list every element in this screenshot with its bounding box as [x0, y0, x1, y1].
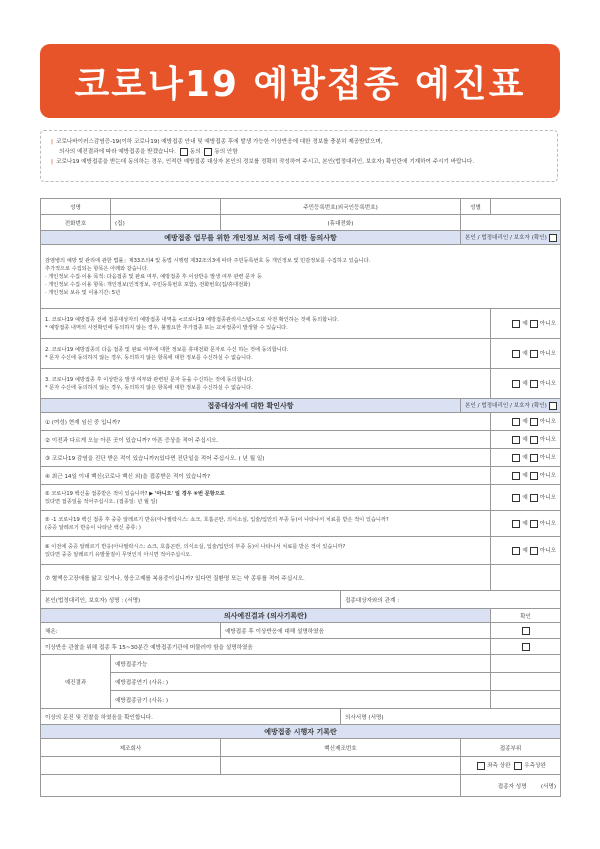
- name-field[interactable]: [111, 199, 221, 215]
- intro-line3: 코로나19 예방접종을 받는데 동의하는 경우, 인적란 예방접종 대상자 본인의 정보를 정확히 작성하여 주시고, 본인(법정대리인, 보호자) 확인란에 기재하여 주시기 바랍니다.: [56, 159, 475, 165]
- consent-q2-options[interactable]: 예 아니오: [491, 339, 561, 369]
- check-q6: ⑥ 이전에 중증 알레르기 반응(아나필락시스: 쇼크, 호흡곤란, 의식소실, 입술/입안의 부종 등)이 나타나서 치료를 받은 적이 있습니까? 있다면 중증 알레르기 유발물질이 무엇인지 아시면 적어주십시오.: [41, 537, 491, 565]
- site-label: 접종부위: [461, 739, 561, 757]
- site-options[interactable]: 좌측 상완 우측상완: [461, 757, 561, 775]
- sex-label: 성별: [461, 199, 491, 215]
- check-q6-options[interactable]: 예 아니오: [491, 537, 561, 565]
- check-q1-options[interactable]: 예 아니오: [491, 413, 561, 431]
- check-q1: ① (여성) 현재 임신 중 입니까?: [41, 413, 491, 431]
- page-title: 코로나19 예방접종 예진표: [74, 63, 526, 105]
- check-q3: ③ 코로나19 감염을 진단 받은 적이 있습니까?(있다면 진단일을 적어 주십시오. ( 년 월 일): [41, 449, 491, 467]
- section2-confirm: 본인 / 법정대리인 / 보호자 (확인): [461, 399, 561, 413]
- check-q4-options[interactable]: 예 아니오: [491, 467, 561, 485]
- consent-q1-options[interactable]: 예 아니오: [491, 309, 561, 339]
- vaccinator-sign[interactable]: 접종자 성명 (서명): [461, 775, 561, 797]
- lot-label: 백신제조번호: [221, 739, 461, 757]
- home-phone-field[interactable]: (집): [111, 215, 221, 231]
- doctor-statement: 이상의 문진 및 진찰을 하였음을 확인합니다.: [41, 709, 341, 725]
- name-label: 성명: [41, 199, 111, 215]
- check-q7-field[interactable]: [491, 565, 561, 591]
- check-q4: ④ 최근 14일 이내 백신(코로나 백신 외)을 접종받은 적이 있습니까?: [41, 467, 491, 485]
- maker-field[interactable]: [41, 757, 221, 775]
- disagree-checkbox[interactable]: [204, 148, 212, 156]
- consent-q3: 3. 코로나19 예방접종 후 이상반응 발생 여부와 관련된 문자 등을 수신하는 것에 동의합니다. * 문자 수신에 동의하지 않는 경우, 동의하지 않은 항목에 대한 정보를 수신하실 수 없습니다.: [41, 369, 491, 399]
- check-q5-1: ⑤ -1 코로나19 백신 접종 후 중증 알레르기 반응(아나필락시스: 쇼크, 호흡곤란, 의식소실, 입술/입안의 부종 등)이 나타나서 치료를 받은 적이 있습니까? (중증 알레르기 반응이 나타난 백신 종류: ): [41, 511, 491, 537]
- section3-confirm: 확인: [491, 609, 561, 623]
- sex-field[interactable]: [491, 199, 561, 215]
- agree-label: 동의: [189, 149, 201, 155]
- check-q5-options[interactable]: 예 아니오: [491, 485, 561, 511]
- result-label: 예진결과: [41, 655, 111, 709]
- consent-q1: 1. 코로나19 예방접종 전에 접종대상자의 예방접종 내역을 <코로나19 예방접종관리시스템>으로 사전 확인하는 것에 동의합니다. * 예방접종 내역의 사전확인에 동의하지 않는 경우, 불필요한 추가접종 또는 교차접종이 발생할 수 있습니다.: [41, 309, 491, 339]
- intro-notice: | 코로나바이러스감염증-19(이하 코로나19) 예방접종 안내 및 예방접종 후에 발생 가능한 이상반응에 대한 정보를 충분히 제공받았으며, 의사의 예진결과에 따라 예방접종을 받겠습니다. 동의 동의 안함 | 코로나19 예방접종을 받는데 동의하는 경우, 인적란 예방접종 대상자 본인의 정보를 정확히 작성하여 주시고, 본인(법정대리인, 보호자) 확인란에 기재하여 주시기 바랍니다.: [40, 130, 558, 182]
- rrn-label: 주민등록번호(외국인등록번호): [221, 199, 461, 215]
- intro-line1: 코로나바이러스감염증-19(이하 코로나19) 예방접종 안내 및 예방접종 후에 발생 가능한 이상반응에 대한 정보를 충분히 제공받았으며,: [56, 139, 383, 145]
- section3-header: 의사예진결과 (의사기록란): [41, 609, 491, 623]
- check-q5-1-options[interactable]: 예 아니오: [491, 511, 561, 537]
- check-q5: ⑤ 코로나19 백신을 접종받은 적이 있습니까? ▶ '아니오' 일 경우 ⑥번 문항으로 있다면 접종일을 적어주십시오. (접종일: 년 월 일): [41, 485, 491, 511]
- section1-confirm: 본인 / 법정대리인 / 보호자 (확인): [461, 231, 561, 245]
- check-q7: ⑦ 혈액응고장애를 앓고 있거나, 항응고제를 복용중이십니까? 있다면 질환명 또는 약 종류를 적어 주십시오.: [41, 565, 491, 591]
- disagree-label: 동의 안함: [214, 149, 238, 155]
- intro-line2: 의사의 예진결과에 따라 예방접종을 받겠습니다.: [59, 149, 176, 155]
- result-possible[interactable]: 예방접종가능: [111, 655, 491, 673]
- screening-form: [40, 198, 561, 797]
- section2-header: 접종대상자에 대한 확인사항: [41, 399, 461, 413]
- guardian-sign[interactable]: 본인(법정대리인, 보호자) 성명 : (서명): [41, 591, 341, 609]
- consent-q2: 2. 코로나19 예방접종의 다음 접종 및 완료 여부에 대한 정보를 휴대전화 문자로 수신 하는 것에 동의합니다. * 문자 수신에 동의하지 않는 경우, 동의하지 않은 항목에 대한 정보를 수신하실 수 없습니다.: [41, 339, 491, 369]
- lot-field[interactable]: [221, 757, 461, 775]
- section2-confirm-checkbox[interactable]: [549, 402, 557, 410]
- section1-confirm-checkbox[interactable]: [549, 234, 557, 242]
- check-q2: ② 이전과 다르게 오늘 아픈 곳이 있습니까? 아픈 증상을 적어 주십시오.: [41, 431, 491, 449]
- relation-field[interactable]: 접종대상자와의 관계 :: [341, 591, 561, 609]
- phone-label: 전화번호: [41, 215, 111, 231]
- title-banner: [40, 44, 560, 118]
- explain-text: 예방접종 후 이상반응에 대해 설명하였음: [221, 623, 491, 639]
- mobile-phone-field[interactable]: (휴대전화): [221, 215, 461, 231]
- check-q3-options[interactable]: 예 아니오: [491, 449, 561, 467]
- privacy-notice: 감염병의 예방 및 관리에 관한 법률」제33조의4 및 동법 시행령 제32조의3에 따라 주민등록번호 등 개인정보 및 민감정보를 수집하고 있습니다. 추가적으로 수집되는 항목은 아래와 같습니다. · 개인정보 수집·이용 목적: 다음접종 및 완료 여부, 예방접종 후 이상반응 발생 여부 관련 문자 등 · 개인정보 수집·이용 항목: 개인정보(인적정보, 주민등록번호 포함), 전화번호(집/휴대전화) · 개인정보 보유 및 이용기간: 5년: [41, 245, 561, 309]
- observe-text: 이상반응 관찰을 위해 접종 후 15~30분간 예방접종기관에 머물러야 함을 설명하였음: [41, 639, 491, 655]
- section4-header: 예방접종 시행자 기록란: [41, 725, 561, 739]
- section1-header: 예방접종 업무를 위한 개인정보 처리 등에 대한 동의사항: [41, 231, 461, 245]
- temperature-field[interactable]: 체온:: [41, 623, 221, 639]
- result-postpone[interactable]: 예방접종연기 (사유: ): [111, 673, 491, 691]
- observe-checkbox[interactable]: [522, 643, 530, 651]
- consent-q3-options[interactable]: 예 아니오: [491, 369, 561, 399]
- maker-label: 제조회사: [41, 739, 221, 757]
- doctor-signature[interactable]: 의사서명 (서명): [341, 709, 561, 725]
- agree-checkbox[interactable]: [180, 148, 188, 156]
- explain-checkbox[interactable]: [522, 627, 530, 635]
- result-contraindicated[interactable]: 예방접종금기 (사유: ): [111, 691, 491, 709]
- check-q2-options[interactable]: 예 아니오: [491, 431, 561, 449]
